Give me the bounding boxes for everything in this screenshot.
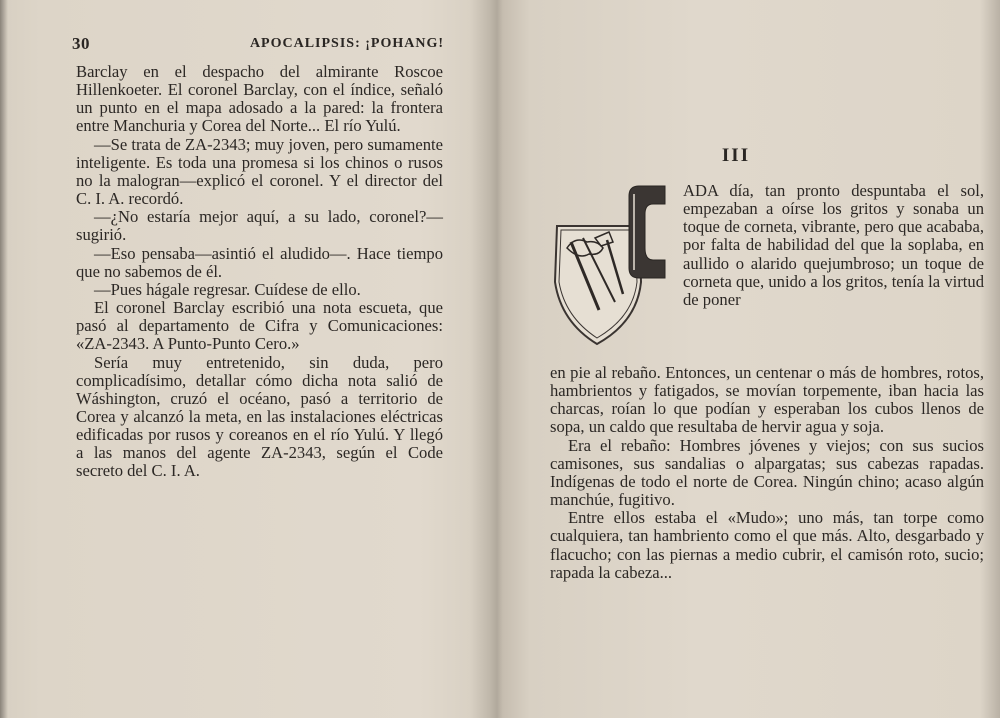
paragraph: El coronel Barclay escribió una nota escueta, que pasó al departamento de Cifra y Comunicaciones: «ZA-2343. A Punto-Punto Cero.»: [76, 298, 443, 354]
paragraph: Barclay en el despacho del almirante Roscoe Hillenkoeter. El coronel Barclay, con el índice, señaló un punto en el mapa adosado a la pared: la frontera entre Manchuria y Corea del Norte... El río Yulú.: [76, 62, 443, 136]
paragraph: Sería muy entretenido, sin duda, pero complicadísimo, detallar cómo dicha nota salió de Wáshington, cruzó el océano, pasó a territorio de Corea y alcanzó la meta, en las instalaciones eléctricas edificadas por rusos y coreanos en el río Yulú. Y llegó a las manos del agente ZA-2343, según el Code secreto del C. I. A.: [76, 352, 443, 481]
paragraph: —¿No estaría mejor aquí, a su lado, coronel?—sugirió.: [76, 207, 443, 245]
paragraph: Era el rebaño: Hombres jóvenes y viejos; con sus sucios camisones, sus sandalias o alpargatas; sus cabezas rapadas. Indígenas de todo el norte de Corea. Ningún chino; acaso algún manchúe, fugitivo.: [550, 435, 984, 510]
running-head: APOCALIPSIS: ¡POHANG!: [249, 36, 444, 51]
page-header: [72, 34, 444, 58]
right-page: [503, 0, 1000, 718]
decorative-dropcap: [553, 182, 677, 347]
chapter-heading: III: [721, 145, 751, 166]
dropcap-letter: C: [651, 242, 652, 243]
paragraph: —Se trata de ZA-2343; muy joven, pero sumamente inteligente. Es toda una promesa si los chinos o rusos no la malogran—explicó el coronel. Y el director del C. I. A. recordó.: [76, 134, 443, 209]
left-page: [0, 0, 497, 718]
right-body-text: [550, 364, 984, 582]
paragraph: Entre ellos estaba el «Mudo»; uno más, tan torpe como cualquiera, tan hambriento como el que más. Alto, desgarbado y flacucho; con las piernas a medio cubrir, el camisón roto, sucio; rapada la cabeza...: [550, 508, 984, 582]
show-through-text: [833, 35, 983, 205]
opening-paragraph: ADA día, tan pronto despuntaba el sol, empezaban a oírse los gritos y sonaba un toque de corneta, vibrante, pero que acababa, por falta de habilidad del que la soplaba, en aullido o alarido quejumbroso; un toque de corneta que, unido a los gritos, tenía la virtud de poner: [683, 181, 984, 309]
left-body-text: [76, 63, 443, 481]
shield-dropcap-illustration: [553, 182, 677, 347]
page-number: 30: [72, 34, 90, 53]
paragraph: —Pues hágale regresar. Cuídese de ello.: [94, 279, 361, 299]
paragraph: —Eso pensaba—asintió el aludido—. Hace tiempo que no sabemos de él.: [76, 243, 443, 281]
paragraph: en pie al rebaño. Entonces, un centenar o más de hombres, rotos, hambrientos y fatigados, se movían torpemente, iban hacia las charcas, roían lo que podían y esperaban los cubos llenos de sopa, un caldo que resultaba de hervir agua y soja.: [550, 363, 984, 437]
